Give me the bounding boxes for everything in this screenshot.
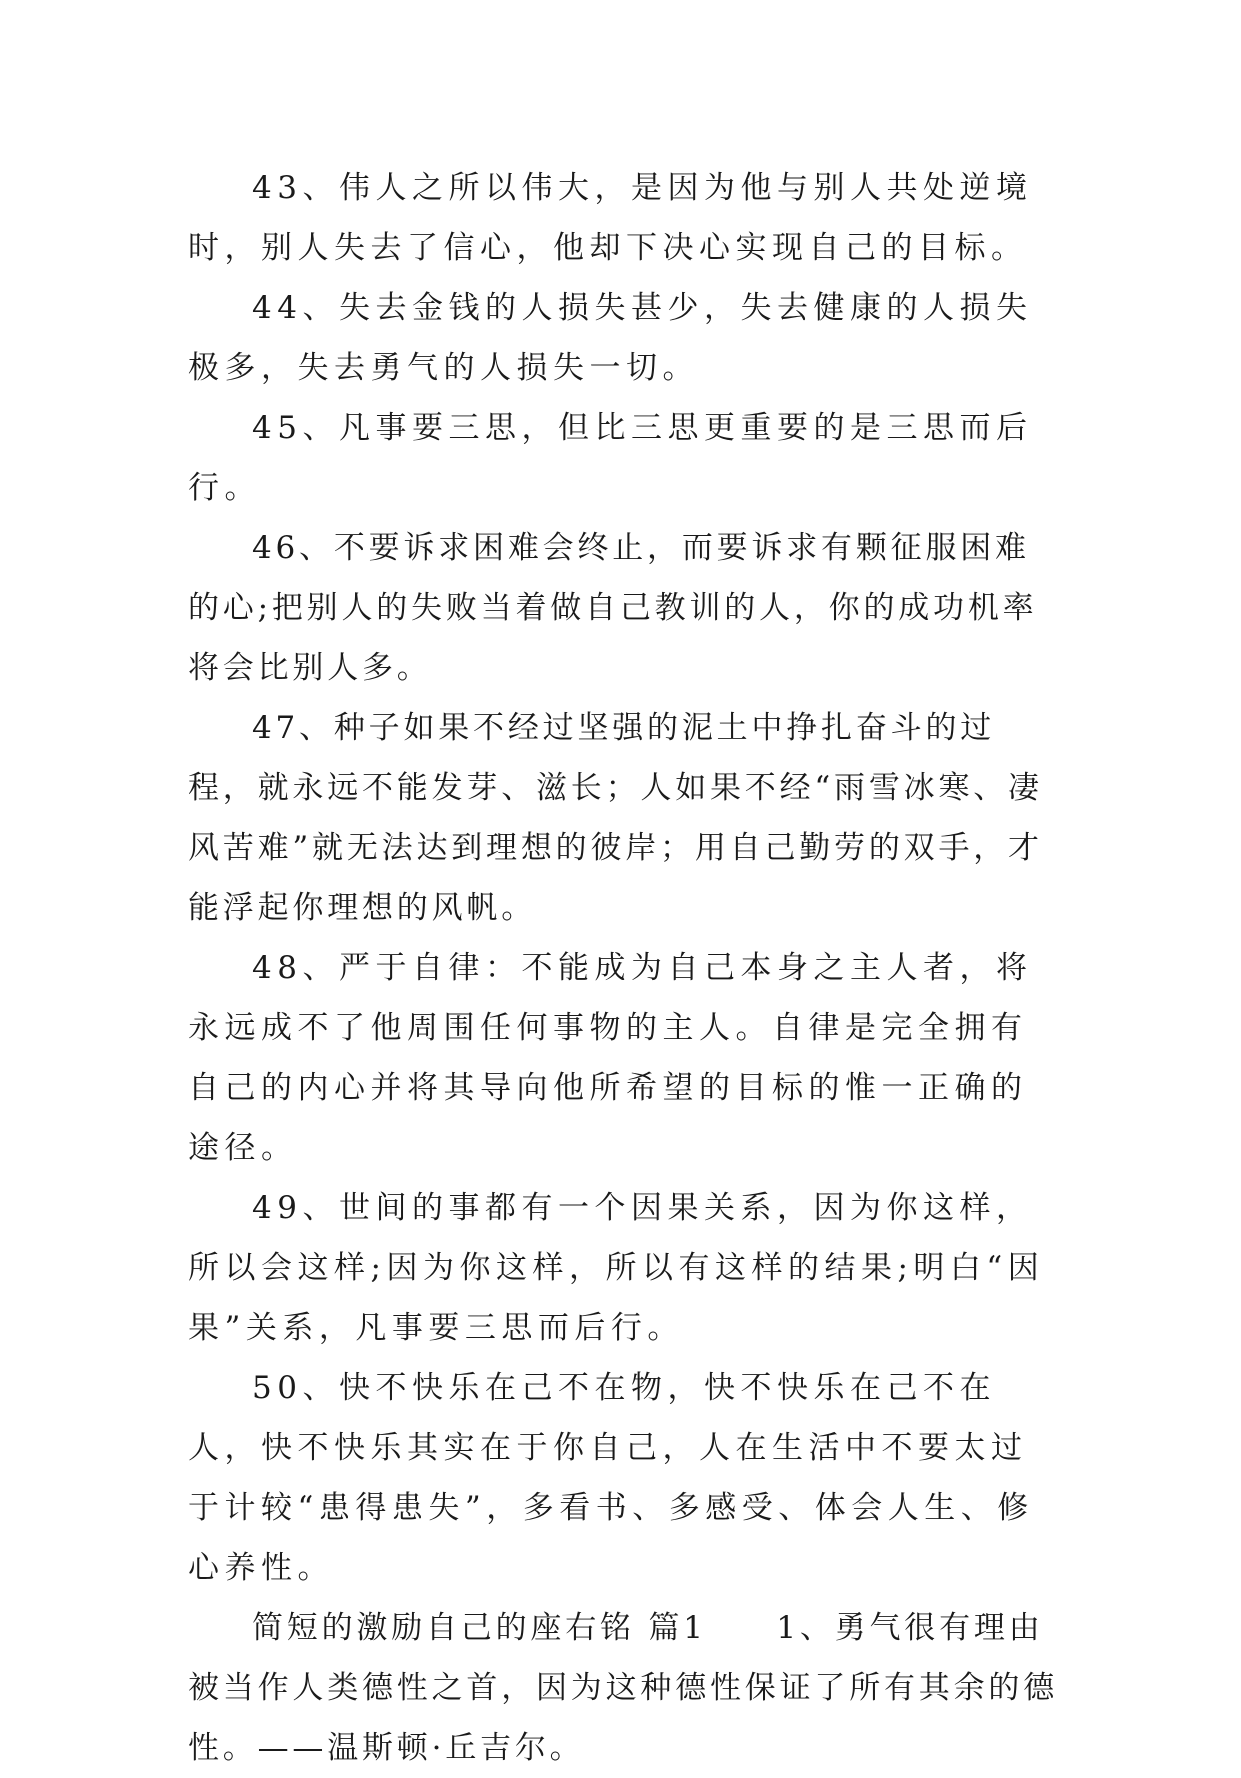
paragraph-50: 50、快不快乐在己不在物，快不快乐在己不在人，快不快乐其实在于你自己，人在生活中不要太过于计较“患得患失”，多看书、多感受、体会人生、修心养性。 [188,1370,1034,1586]
paragraph-44: 44、失去金钱的人损失甚少，失去健康的人损失极多，失去勇气的人损失一切。 [188,290,1033,386]
paragraph-43: 43、伟人之所以伟大，是因为他与别人共处逆境时，别人失去了信心，他却下决心实现自己的目标。 [188,170,1033,266]
paragraph-49: 49、世间的事都有一个因果关系，因为你这样，所以会这样;因为你这样，所以有这样的结果;明白“因果”关系，凡事要三思而后行。 [188,1190,1045,1346]
paragraph-48: 48、严于自律：不能成为自己本身之主人者，将永远成不了他周围任何事物的主人。自律是完全拥有自己的内心并将其导向他所希望的目标的惟一正确的途径。 [188,950,1033,1166]
section-intro-paragraph: 简短的激励自己的座右铭 篇1 1、勇气很有理由被当作人类德性之首，因为这种德性保证了所有其余的德性。——温斯顿·丘吉尔。 [188,1610,1058,1766]
paragraph-46: 46、不要诉求困难会终止，而要诉求有颗征服困难的心;把别人的失败当着做自己教训的人，你的成功机率将会比别人多。 [188,530,1038,686]
paragraph-47: 47、种子如果不经过坚强的泥土中挣扎奋斗的过程，就永远不能发芽、滋长；人如果不经“雨雪冰寒、凄风苦难”就无法达到理想的彼岸；用自己勤劳的双手，才能浮起你理想的风帆。 [188,710,1043,926]
document-body [188,158,1058,1778]
paragraph-45: 45、凡事要三思，但比三思更重要的是三思而后行。 [188,410,1033,506]
